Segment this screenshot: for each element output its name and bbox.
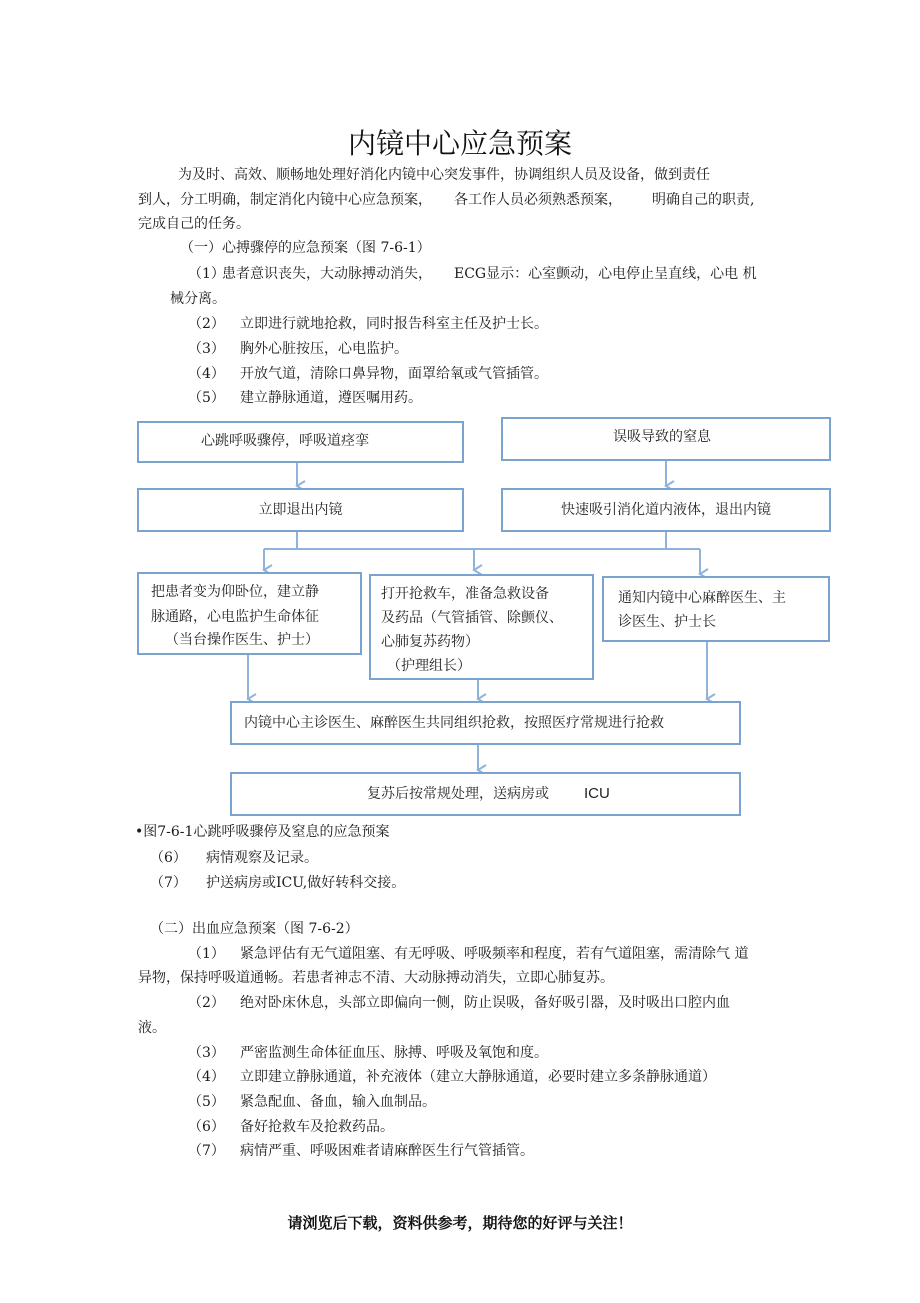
section2-item-3: [188, 1043, 548, 1063]
section1-item-6: [150, 848, 318, 868]
item-text: 立即进行就地抢救，同时报告科室主任及护士长。: [240, 316, 548, 332]
item-number: （4）: [188, 366, 225, 382]
flow-box-post-resuscitation: [230, 772, 741, 816]
item-text: 病情观察及记录。: [206, 850, 318, 866]
item-number: （1）: [188, 266, 225, 282]
item-number: （5）: [188, 1094, 225, 1110]
intro-line-2b: 各工作人员必须熟悉预案，: [454, 192, 622, 208]
item-text: 立即建立静脉通道，补充液体（建立大静脉通道，必要时建立多条静脉通道）: [240, 1069, 716, 1085]
flow-box-aspiration-label: 误吸导致的窒息: [613, 429, 711, 445]
flow-box-notify-line-1: 通知内镜中心麻醉医生、主: [618, 590, 786, 606]
flow-box-supine-position: [137, 572, 362, 655]
flow-box-rescue-line-2: 及药品（气管插管、除颤仪、: [381, 610, 563, 626]
item-number: （3）: [188, 1045, 225, 1061]
flow-box-cardiac-arrest: [137, 421, 464, 463]
section2-item-7: [188, 1141, 534, 1161]
section2-item-2-cont: 液。: [138, 1020, 166, 1036]
flow-box-rescue-line-3: 心肺复苏药物）: [381, 634, 479, 650]
flow-box-withdraw-scope: [137, 488, 464, 532]
intro-line-2a: 到人，分工明确，制定消化内镜中心应急预案，: [138, 192, 432, 208]
item-number: （7）: [188, 1143, 225, 1159]
intro-line-3: 完成自己的任务。: [138, 216, 250, 232]
item-text: 备好抢救车及抢救药品。: [240, 1119, 394, 1135]
flow-box-rescue-line-1: 打开抢救车，准备急救设备: [381, 586, 549, 602]
flow-box-aspiration: [501, 417, 831, 461]
item-text: 开放气道，清除口鼻异物，面罩给氧或气管插管。: [240, 366, 548, 382]
intro-line-1: 为及时、高效、顺畅地处理好消化内镜中心突发事件，协调组织人员及设备，做到责任: [178, 167, 710, 183]
item-number: （7）: [150, 875, 187, 891]
item-number: （3）: [188, 341, 225, 357]
flow-box-icu-label: ICU: [584, 785, 610, 802]
footer-note: 请浏览后下载，资料供参考，期待您的好评与关注！: [287, 1214, 633, 1232]
section1-item-7: [150, 873, 405, 893]
section2-item-2: [188, 993, 730, 1013]
flow-box-rescue-cart: [369, 574, 594, 680]
section1-heading: （一）心搏骤停的应急预案（图 7-6-1）: [180, 240, 431, 256]
item-number: （6）: [150, 850, 187, 866]
section2-item-6: [188, 1117, 394, 1137]
item-number: （2）: [188, 316, 225, 332]
page-title: 内镜中心应急预案: [347, 127, 572, 160]
flow-box-supine-line-1: 把患者变为仰卧位，建立静: [151, 584, 319, 600]
item-text: 紧急评估有无气道阻塞、有无呼吸、呼吸频率和程度，若有气道阻塞，需清除气 道: [240, 946, 749, 962]
flow-box-cardiac-arrest-label: 心跳呼吸骤停，呼吸道痉挛: [201, 433, 369, 449]
item-number: （6）: [188, 1119, 225, 1135]
flow-box-suction: [501, 488, 831, 532]
section2-item-1-cont: 异物，保持呼吸道通畅。若患者神志不清、大动脉搏动消失，立即心肺复苏。: [138, 970, 614, 986]
flow-box-post-resuscitation-label: 复苏后按常规处理，送病房或: [367, 786, 549, 802]
section1-item-1-cont: 械分离。: [170, 291, 226, 307]
item-text: 紧急配血、备血，输入血制品。: [240, 1094, 436, 1110]
section2-item-1: [188, 944, 748, 964]
flow-box-notify-staff: [602, 576, 830, 642]
section2-heading: （二）出血应急预案（图 7-6-2）: [150, 921, 359, 937]
flow-box-supine-line-2: 脉通路，心电监护生命体征: [151, 609, 319, 625]
flow-box-notify-line-2: 诊医生、护士长: [618, 614, 716, 630]
item-text: 严密监测生命体征血压、脉搏、呼吸及氧饱和度。: [240, 1045, 548, 1061]
item-number: （1）: [188, 946, 225, 962]
flow-box-suction-label: 快速吸引消化道内液体，退出内镜: [561, 502, 771, 518]
flow-box-joint-rescue-label: 内镜中心主诊医生、麻醉医生共同组织抢救，按照医疗常规进行抢救: [244, 715, 664, 731]
item-text: 胸外心脏按压，心电监护。: [240, 341, 408, 357]
item-number: （5）: [188, 390, 225, 406]
item-text: 绝对卧床休息，头部立即偏向一侧，防止误吸，备好吸引器，及时吸出口腔内血: [240, 995, 730, 1011]
section2-item-5: [188, 1092, 436, 1112]
figure-caption: •图7-6-1心跳呼吸骤停及窒息的应急预案: [135, 824, 390, 840]
flow-box-withdraw-scope-label: 立即退出内镜: [258, 502, 343, 518]
item-text-ecg: ECG显示：心室颤动，心电停止呈直线，心电 机: [454, 266, 757, 282]
section2-item-4: [188, 1067, 716, 1087]
flow-box-joint-rescue: [230, 701, 741, 745]
item-text: 护送病房或ICU,做好转科交接。: [206, 875, 406, 891]
flow-box-supine-line-3: （当台操作医生、护士）: [165, 632, 319, 648]
item-text: 患者意识丧失，大动脉搏动消失，: [222, 266, 432, 282]
flow-box-rescue-line-4: （护理组长）: [387, 658, 471, 674]
item-number: （4）: [188, 1069, 225, 1085]
intro-line-2c: 明确自己的职责,: [652, 192, 755, 208]
item-number: （2）: [188, 995, 225, 1011]
item-text: 病情严重、呼吸困难者请麻醉医生行气管插管。: [240, 1143, 534, 1159]
item-text: 建立静脉通道，遵医嘱用药。: [240, 390, 422, 406]
